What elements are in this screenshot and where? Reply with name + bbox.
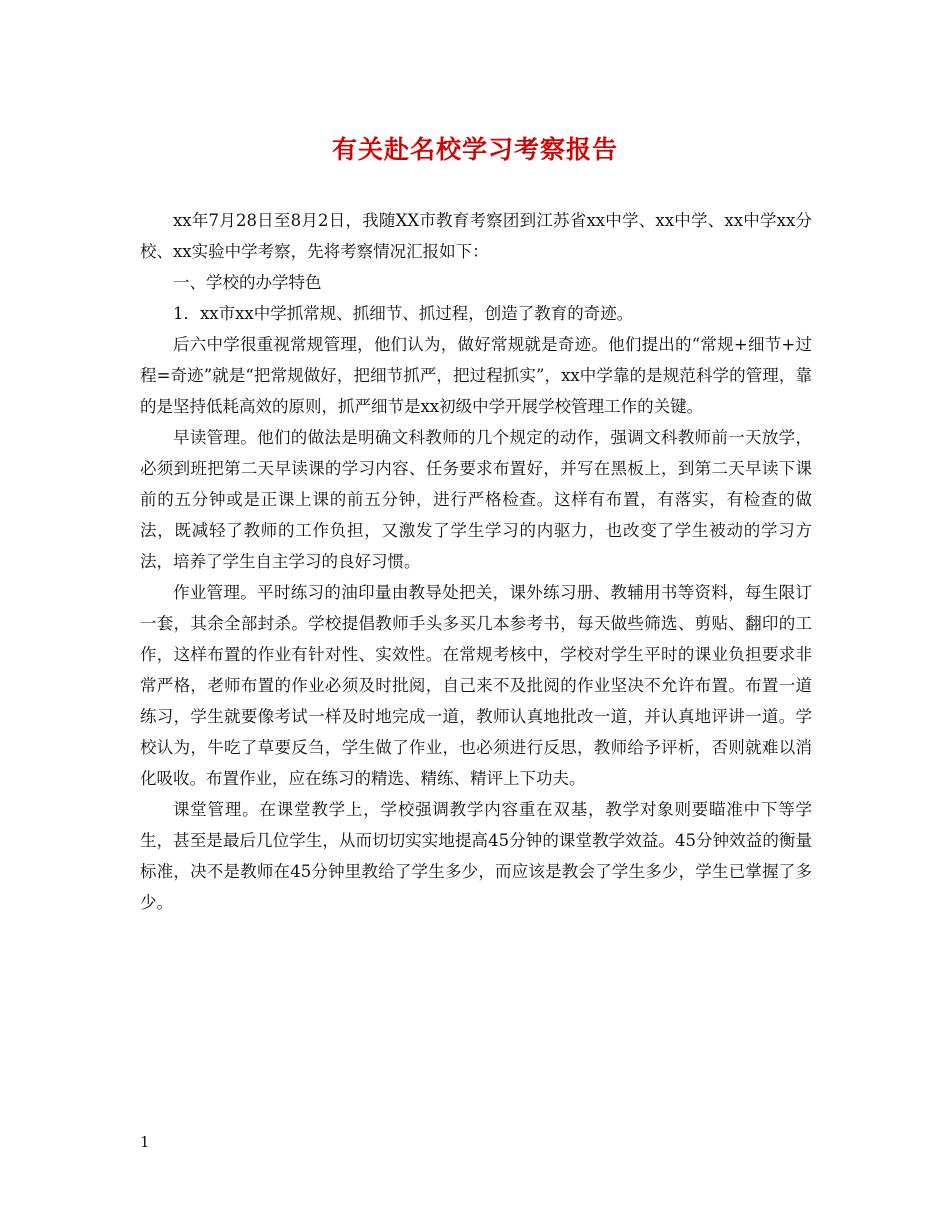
document-body xyxy=(140,205,812,918)
paragraph-routine-management: 后六中学很重视常规管理，他们认为，做好常规就是奇迹。他们提出的“常规+细节+过程=奇迹”就是“把常规做好，把细节抓严，把过程抓实”，xx中学靠的是规范科学的管理，靠的是坚持低耗高效的原则，抓严细节是xx初级中学开展学校管理工作的关键。 xyxy=(140,335,812,416)
paragraph-classroom-management: 课堂管理。在课堂教学上，学校强调教学内容重在双基，教学对象则要瞄准中下等学生，甚至是最后几位学生，从而切切实实地提高45分钟的课堂教学效益。45分钟效益的衡量标准，决不是教师在45分钟里教给了学生多少，而应该是教会了学生多少，学生已掌握了多少。 xyxy=(140,800,812,912)
section-heading-school-features: 一、学校的办学特色 xyxy=(173,273,322,292)
subsection-heading-1: 1．xx市xx中学抓常规、抓细节、抓过程，创造了教育的奇迹。 xyxy=(173,304,634,323)
paragraph-homework-management: 作业管理。平时练习的油印量由教导处把关，课外练习册、教辅用书等资料，每生限订一套，其余全部封杀。学校提倡教师手头多买几本参考书，每天做些筛选、剪贴、翻印的工作，这样布置的作业有针对性、实效性。在常规考核中，学校对学生平时的课业负担要求非常严格，老师布置的作业必须及时批阅，自己来不及批阅的作业坚决不允许布置。布置一道练习，学生就要像考试一样及时地完成一道，教师认真地批改一道，并认真地评讲一道。学校认为，牛吃了草要反刍，学生做了作业，也必须进行反思，教师给予评析，否则就难以消化吸收。布置作业，应在练习的精选、精练、精评上下功夫。 xyxy=(140,583,812,788)
document-title: 有关赴名校学习考察报告 xyxy=(331,135,618,164)
paragraph-intro: xx年7月28日至8月2日，我随XX市教育考察团到江苏省xx中学、xx中学、xx中学xx分校、xx实验中学考察，先将考察情况汇报如下： xyxy=(140,211,812,261)
page-number: 1 xyxy=(140,1133,150,1151)
paragraph-morning-reading: 早读管理。他们的做法是明确文科教师的几个规定的动作，强调文科教师前一天放学，必须到班把第二天早读课的学习内容、任务要求布置好，并写在黑板上，到第二天早读下课前的五分钟或是正课上课的前五分钟，进行严格检查。这样有布置，有落实，有检查的做法，既减轻了教师的工作负担，又激发了学生学习的内驱力，也改变了学生被动的学习方法，培养了学生自主学习的良好习惯。 xyxy=(140,428,812,571)
